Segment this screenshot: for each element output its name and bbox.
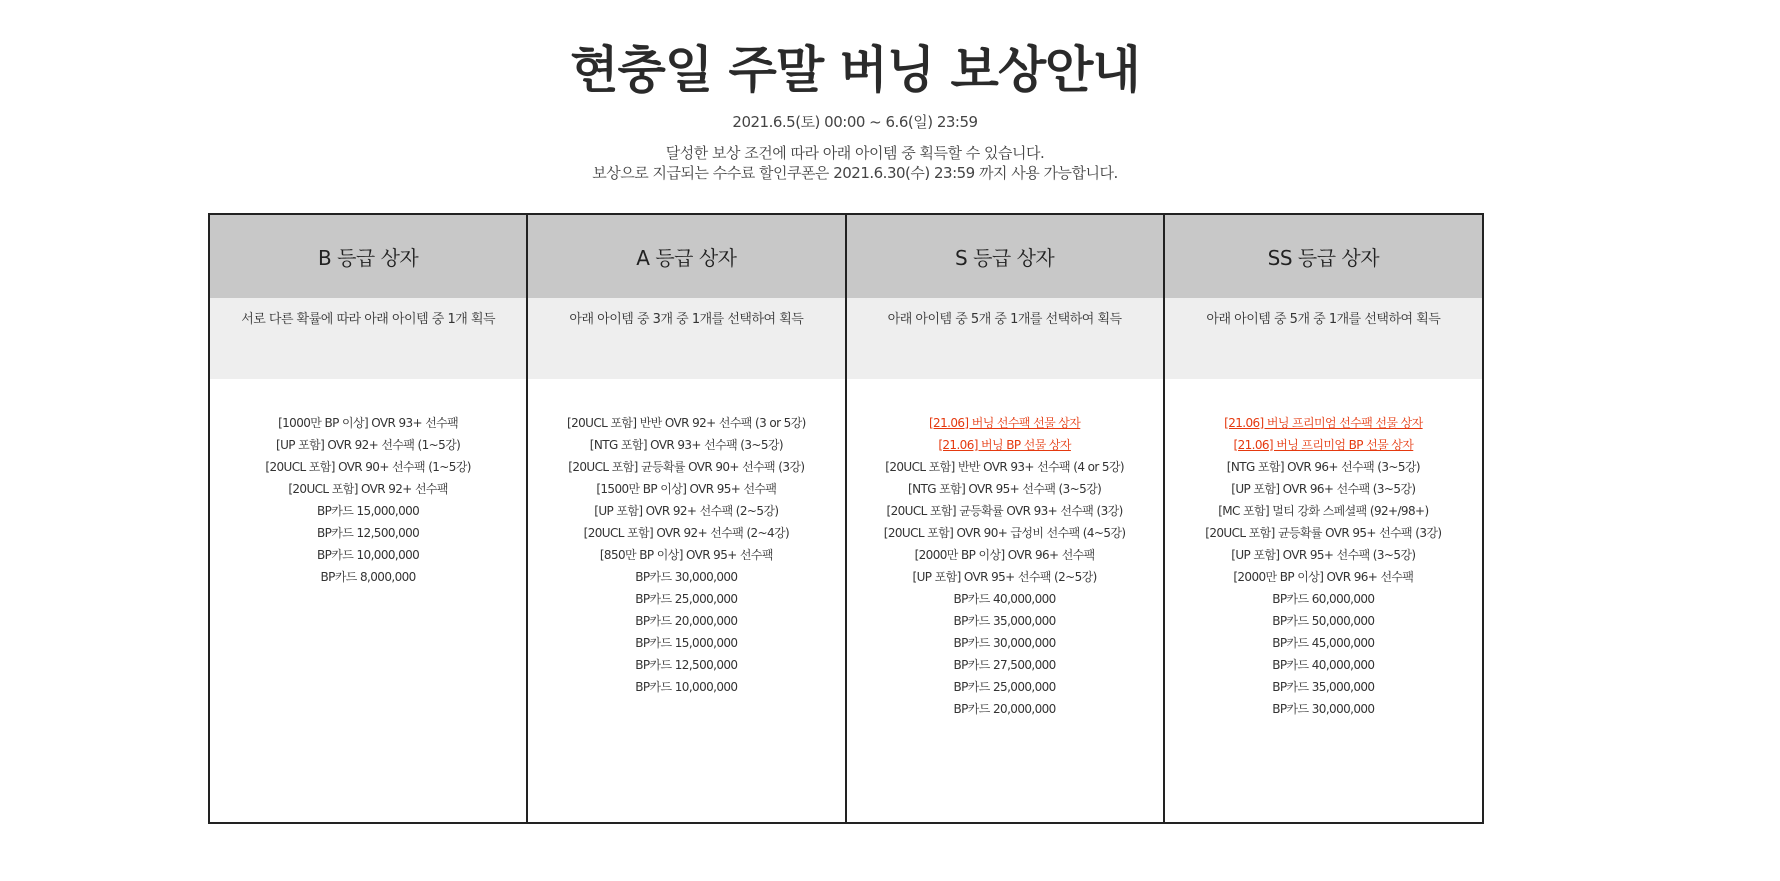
- reward-item: BP카드 30,000,000: [953, 636, 1056, 650]
- box-subtitle: 아래 아이템 중 5개 중 1개를 선택하여 획득: [1165, 298, 1482, 379]
- reward-item: [UP 포함] OVR 95+ 선수팩 (3~5강): [1231, 548, 1416, 562]
- reward-item: BP카드 30,000,000: [635, 570, 738, 584]
- description-line-2: 보상으로 지급되는 수수료 할인쿠폰은 2021.6.30(수) 23:59 까지 사용 가능합니다.: [592, 164, 1118, 182]
- reward-item: [1000만 BP 이상] OVR 93+ 선수팩: [278, 416, 459, 430]
- box-column-s: [847, 215, 1165, 822]
- reward-item: BP카드 12,500,000: [317, 526, 420, 540]
- box-subtitle: 아래 아이템 중 5개 중 1개를 선택하여 획득: [847, 298, 1163, 379]
- box-item-list: [210, 379, 526, 822]
- page-header: [0, 0, 1710, 183]
- reward-item: BP카드 35,000,000: [953, 614, 1056, 628]
- reward-item: [20UCL 포함] 균등확률 OVR 93+ 선수팩 (3강): [886, 504, 1123, 518]
- box-item-list: [1165, 379, 1482, 822]
- gift-box-link[interactable]: [21.06] 버닝 프리미엄 선수팩 선물 상자: [1224, 416, 1423, 430]
- description-line-1: 달성한 보상 조건에 따라 아래 아이템 중 획득할 수 있습니다.: [665, 144, 1045, 162]
- reward-item: [NTG 포함] OVR 93+ 선수팩 (3~5강): [589, 438, 783, 452]
- reward-item: BP카드 15,000,000: [635, 636, 738, 650]
- reward-item: [UP 포함] OVR 96+ 선수팩 (3~5강): [1231, 482, 1416, 496]
- reward-item: BP카드 20,000,000: [635, 614, 738, 628]
- reward-item: [2000만 BP 이상] OVR 96+ 선수팩: [914, 548, 1095, 562]
- gift-box-link[interactable]: [21.06] 버닝 선수팩 선물 상자: [928, 416, 1081, 430]
- box-item-list: [528, 379, 844, 822]
- reward-item: [20UCL 포함] OVR 92+ 선수팩 (2~4강): [583, 526, 790, 540]
- reward-item: [1500만 BP 이상] OVR 95+ 선수팩: [596, 482, 777, 496]
- reward-item: BP카드 20,000,000: [953, 702, 1056, 716]
- reward-item: [20UCL 포함] OVR 90+ 선수팩 (1~5강): [265, 460, 471, 474]
- reward-item: [UP 포함] OVR 95+ 선수팩 (2~5강): [912, 570, 1097, 584]
- reward-item: [UP 포함] OVR 92+ 선수팩 (1~5강): [276, 438, 461, 452]
- reward-item: BP카드 25,000,000: [953, 680, 1056, 694]
- reward-item: BP카드 40,000,000: [1272, 658, 1375, 672]
- gift-box-link[interactable]: [21.06] 버닝 BP 선물 상자: [938, 438, 1071, 452]
- box-item-list: [847, 379, 1163, 822]
- box-column-a: [528, 215, 846, 822]
- reward-item: [MC 포함] 멀티 강화 스페셜팩 (92+/98+): [1218, 504, 1429, 518]
- box-column-ss: [1165, 215, 1482, 822]
- reward-item: [850만 BP 이상] OVR 95+ 선수팩: [599, 548, 773, 562]
- event-period: 2021.6.5(토) 00:00 ~ 6.6(일) 23:59: [732, 113, 978, 131]
- reward-item: [NTG 포함] OVR 95+ 선수팩 (3~5강): [908, 482, 1102, 496]
- reward-item: BP카드 25,000,000: [635, 592, 738, 606]
- box-subtitle: 아래 아이템 중 3개 중 1개를 선택하여 획득: [528, 298, 844, 379]
- reward-item: [20UCL 포함] OVR 92+ 선수팩: [288, 482, 448, 496]
- reward-item: BP카드 50,000,000: [1272, 614, 1375, 628]
- reward-item: BP카드 60,000,000: [1272, 592, 1375, 606]
- reward-item: BP카드 30,000,000: [1272, 702, 1375, 716]
- reward-item: [20UCL 포함] 균등확률 OVR 90+ 선수팩 (3강): [568, 460, 805, 474]
- box-title: S 등급 상자: [847, 215, 1163, 298]
- reward-item: BP카드 12,500,000: [635, 658, 738, 672]
- box-subtitle: 서로 다른 확률에 따라 아래 아이템 중 1개 획득: [210, 298, 526, 379]
- reward-item: BP카드 40,000,000: [953, 592, 1056, 606]
- box-column-b: [210, 215, 528, 822]
- reward-box-table: [208, 213, 1484, 824]
- page-title: 현충일 주말 버닝 보상안내: [570, 41, 1140, 99]
- box-title: B 등급 상자: [210, 215, 526, 298]
- reward-item: BP카드 10,000,000: [635, 680, 738, 694]
- reward-item: BP카드 35,000,000: [1272, 680, 1375, 694]
- reward-item: BP카드 27,500,000: [953, 658, 1056, 672]
- reward-item: [20UCL 포함] OVR 90+ 급성비 선수팩 (4~5강): [883, 526, 1126, 540]
- reward-item: BP카드 8,000,000: [320, 570, 416, 584]
- box-title: A 등급 상자: [528, 215, 844, 298]
- reward-item: [20UCL 포함] 균등확률 OVR 95+ 선수팩 (3강): [1205, 526, 1442, 540]
- box-title: SS 등급 상자: [1165, 215, 1482, 298]
- reward-item: BP카드 15,000,000: [317, 504, 420, 518]
- reward-item: BP카드 10,000,000: [317, 548, 420, 562]
- reward-item: [NTG 포함] OVR 96+ 선수팩 (3~5강): [1226, 460, 1420, 474]
- reward-item: BP카드 45,000,000: [1272, 636, 1375, 650]
- reward-item: [20UCL 포함] 반반 OVR 93+ 선수팩 (4 or 5강): [885, 460, 1124, 474]
- gift-box-link[interactable]: [21.06] 버닝 프리미엄 BP 선물 상자: [1233, 438, 1414, 452]
- reward-item: [20UCL 포함] 반반 OVR 92+ 선수팩 (3 or 5강): [567, 416, 806, 430]
- reward-item: [UP 포함] OVR 92+ 선수팩 (2~5강): [594, 504, 779, 518]
- reward-item: [2000만 BP 이상] OVR 96+ 선수팩: [1233, 570, 1414, 584]
